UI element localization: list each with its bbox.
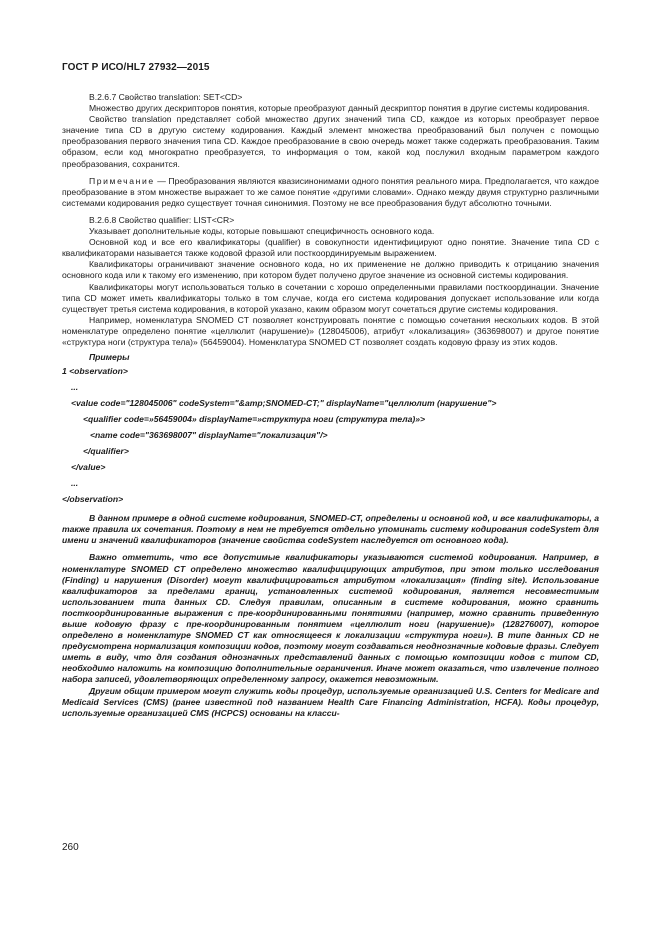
code-line: </qualifier> xyxy=(83,446,129,457)
code-line: <qualifier code=»56459004» displayName=»структура ноги (структура тела)»> xyxy=(83,414,426,425)
paragraph: Основной код и все его квалификаторы (qualifier) в совокупности идентифицируют одно понятие. Значение типа CD с квалификаторами называется также кодовой фразой или посткоординируемым выражением. xyxy=(62,237,599,259)
note-text: — Преобразования являются квазисинонимами одного понятия реального мира. Предполагается, что каждое преобразование в этом множестве выражает то же самое понятие «другими словами». Однако между двумя структурно различными системами кодирования редко существует точная синонимия. Поэтому не все преобразования будут абсолютно точными. xyxy=(62,175,599,208)
paragraph: Важно отметить, что все допустимые квалификаторы указываются системой кодирования. Например, в номенклатуре SNOMED CT определено множество квалифицирующих атрибутов, при этом только исследования (Finding) и нарушения (Disorder) могут квалифицироваться атрибутом «локализация» (finding site). Использование квалификаторов за пределами границ, установленных системой кодирования, является несовместимым использованием типа данных CD. Следуя правилам, описанным в системе кодирования, можно сравнить посткоординированные выражения с пре-координированными понятиями (например, можно сравнить приведенную выше кодовую фразу с пре-координированным понятием «целлюлит ноги (нарушение)» (128276007), которое определено в номенклатуре SNOMED CT как относящееся к локализации «структура ноги»). В типе данных CD не предусмотрена нормализация композиции кодов, поэтому могут создаваться неоднозначные кодовые фразы. Следует иметь в виду, что для создания однозначных представлений данных с помощью композиции кодов с типом CD, необходимо наложить на композицию дополнительные ограничения. Иначе может оказаться, что извлечение полного набора записей, удовлетворяющих определенному запросу, окажется невозможным. xyxy=(62,552,599,685)
page-number: 260 xyxy=(62,842,79,853)
section-heading-b268: B.2.6.8 Свойство qualifier: LIST<CR> xyxy=(89,214,235,225)
code-line: <name code="363698007" displayName="локализация"/> xyxy=(90,430,328,441)
examples-title: Примеры xyxy=(89,352,130,363)
code-line: ... xyxy=(71,382,79,393)
section-heading-b267: B.2.6.7 Свойство translation: SET<CD> xyxy=(89,92,243,102)
note-label: Примечание xyxy=(89,175,155,186)
code-line: </value> xyxy=(71,462,106,473)
paragraph: В данном примере в одной системе кодирования, SNOMED-CT, определены и основной код, и все квалификаторы, а также правила их сочетания. Поэтому в нем не требуется отдельно упоминать систему кодирования codeSystem для имени и значений квалификаторов (значение свойства codeSystem наследуется от основного кода). xyxy=(62,513,599,546)
paragraph: Например, номенклатура SNOMED CT позволяет конструировать понятие с помощью сочетания нескольких кодов. В этой номенклатуре определено понятие «целлюлит (нарушение)» (128045006), атрибут «локализация» (363698007) и другое понятие «структура ноги (структура тела)» (56459004). Номенклатура SNOMED CT позволяет создать кодовую фразу из этих кодов. xyxy=(62,314,599,347)
document-body xyxy=(62,92,599,719)
paragraph: Другим общим примером могут служить коды процедур, используемые организацией U.S. Centers for Medicare and Medicaid Services (CMS) (ранее известной под названием Health Care Financing Administration, HCFA). Коды процедур, используемые организацией CMS (HCPCS) основаны на класси- xyxy=(62,685,599,718)
note-paragraph xyxy=(62,176,599,209)
code-line: ... xyxy=(71,478,79,489)
document-standard-header: ГОСТ Р ИСО/HL7 27932—2015 xyxy=(62,62,210,73)
code-line: </observation> xyxy=(62,494,124,505)
code-line: 1 <observation> xyxy=(62,366,128,377)
paragraph: Множество других дескрипторов понятия, которые преобразуют данный дескриптор понятия в другие системы кодирования. xyxy=(89,103,590,114)
xml-code-example xyxy=(62,363,599,507)
paragraph: Квалификаторы могут использоваться только в сочетании с хорошо определенными правилами посткоординации. Значение типа CD может иметь квалификаторы только в том случае, когда его система кодирования допускает использование или когда существует третья система кодирования, в которой указано, каким образом могут сочетаться другие системы кодирования. xyxy=(62,281,599,314)
paragraph: Свойство translation представляет собой множество других значений типа CD, каждое из которых преобразует первое значение типа CD в другую систему кодирования. Каждый элемент множества преобразований был получен с помощью преобразования первого значения типа CD. Каждое преобразование в свою очередь может также содержать преобразования. Таким образом, если код многократно преобразуется, то информация о том, какой код послужил входным параметром каждого преобразования, сохранится. xyxy=(62,114,599,169)
paragraph: Указывает дополнительные коды, которые повышают специфичность основного кода. xyxy=(89,226,435,237)
code-line: <value code="128045006" codeSystem="&amp;SNOMED-CT;" displayName="целлюлит (нарушение"> xyxy=(71,398,497,409)
paragraph: Квалификаторы ограничивают значение основного кода, но их применение не должно приводить к отрицанию значения основного кода или к такому его изменению, при котором будет получено другое значение из основной системы кодирования. xyxy=(62,259,599,281)
